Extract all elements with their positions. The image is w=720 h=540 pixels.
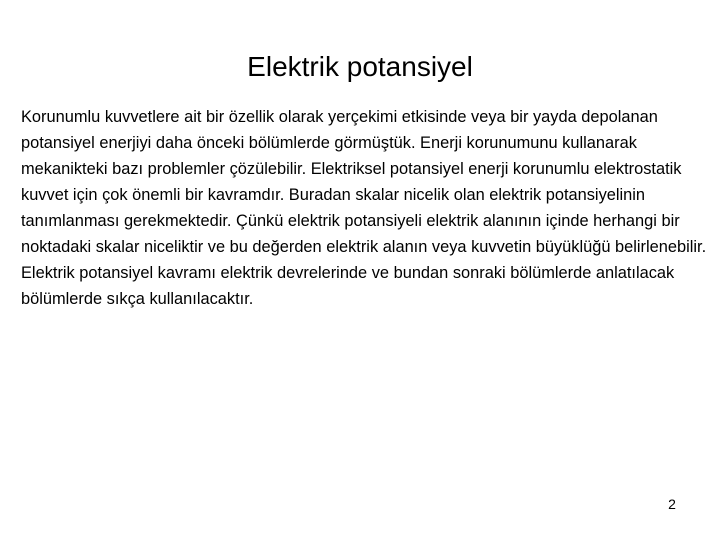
slide-title: Elektrik potansiyel [247, 51, 473, 82]
slide-body-text: Korunumlu kuvvetlere ait bir özellik olarak yerçekimi etkisinde veya bir yayda depolanan potansiyel enerjiyi daha önceki bölümlerde görmüştük. Enerji korunumunu kullanarak mekanikteki bazı problemler çözülebilir. Elektriksel potansiyel enerji korunumlu elektrostatik kuvvet için çok önemli bir kavramdır. Buradan skalar nicelik olan elektrik potansiyelinin tanımlanması gerekmektedir. Çünkü elektrik potansiyeli elektrik alanının içinde herhangi bir noktadaki skalar niceliktir ve bu değerden elektrik alanın veya kuvvetin büyüklüğü belirlenebilir. Elektrik potansiyel kavramı elektrik devrelerinde ve bundan sonraki bölümlerde anlatılacak bölümlerde sıkça kullanılacaktır. [21, 108, 707, 308]
page-number: 2 [668, 496, 676, 512]
